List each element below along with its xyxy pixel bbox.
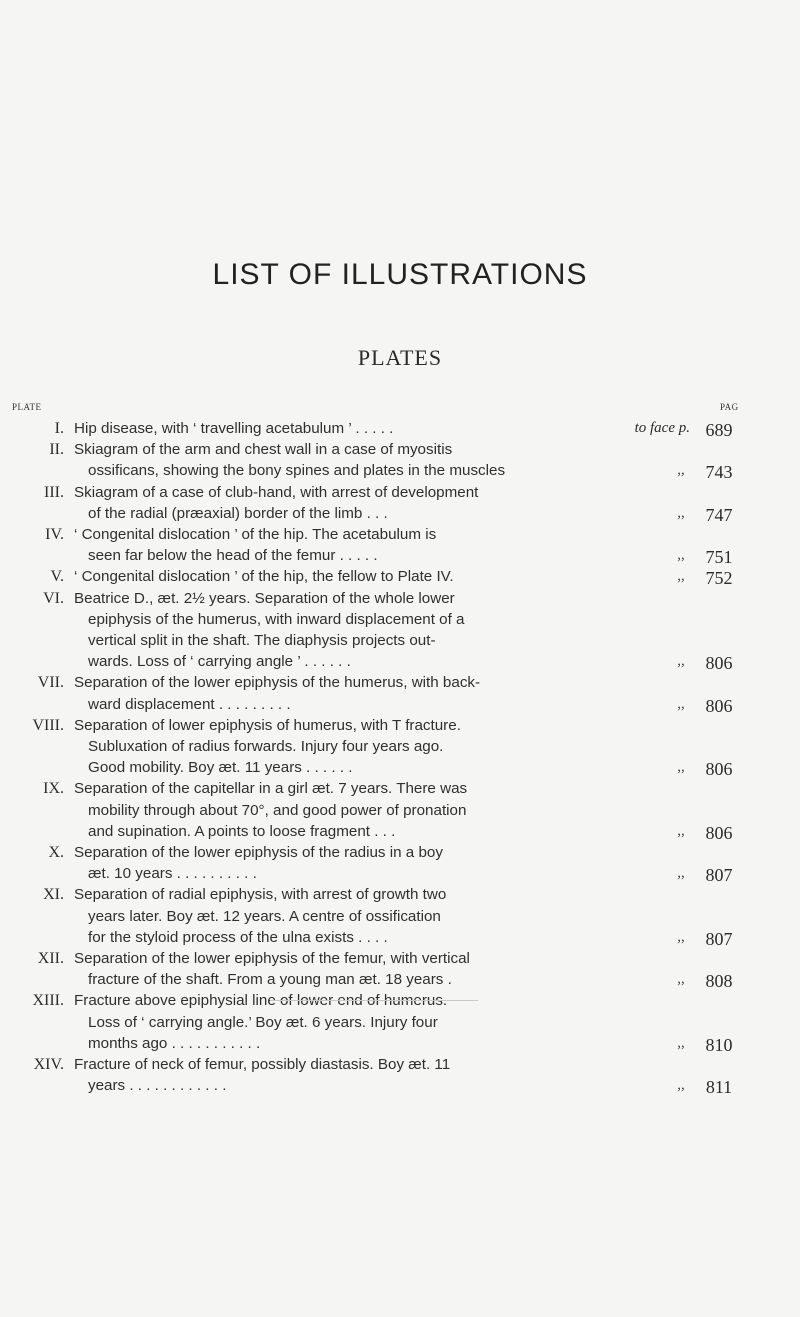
description-line: Good mobility. Boy æt. 11 years . . . . . . bbox=[88, 759, 353, 777]
page-number: 689 bbox=[705, 420, 733, 440]
description-line: of the radial (præaxial) border of the limb . . . bbox=[88, 504, 388, 522]
description-line: Loss of ‘ carrying angle.’ Boy æt. 6 years. Injury four bbox=[88, 1013, 438, 1031]
description-line: Separation of the lower epiphysis of the humerus, with back- bbox=[74, 674, 481, 692]
plate-description bbox=[74, 842, 634, 884]
section-heading: PLATES bbox=[357, 345, 443, 370]
plate-number: XIV. bbox=[33, 1056, 64, 1073]
facing-page-label: to face p. bbox=[634, 420, 690, 436]
description-line: Separation of the lower epiphysis of the radius in a boy bbox=[74, 844, 443, 861]
plate-description bbox=[74, 524, 634, 566]
plate-number: V. bbox=[50, 568, 64, 586]
plate-number: VIII. bbox=[32, 716, 64, 734]
description-line: wards. Loss of ‘ carrying angle ’ . . . . . . bbox=[88, 653, 351, 671]
ditto-mark: ,, bbox=[677, 653, 685, 670]
description-line: for the styloid process of the ulna exists . . . . bbox=[88, 928, 388, 946]
ditto-mark: ,, bbox=[677, 695, 685, 712]
plate-number: III. bbox=[44, 483, 64, 501]
page-number: 811 bbox=[705, 1077, 733, 1098]
description-line: months ago . . . . . . . . . . . bbox=[88, 1034, 261, 1052]
plate-number: XIII. bbox=[32, 992, 64, 1010]
plate-number: X. bbox=[48, 844, 64, 861]
plate-description bbox=[74, 715, 634, 779]
plate-description bbox=[74, 482, 634, 524]
description-line: ‘ Congenital dislocation ’ of the hip, the fellow to Plate IV. bbox=[74, 568, 454, 586]
description-line: epiphysis of the humerus, with inward displacement of a bbox=[88, 610, 465, 628]
page-number: 752 bbox=[705, 568, 733, 589]
plate-number: VII. bbox=[37, 674, 64, 692]
ditto-mark: ,, bbox=[677, 504, 685, 521]
plate-description bbox=[74, 672, 634, 714]
description-line: Separation of radial epiphysis, with arrest of growth two bbox=[74, 886, 447, 904]
page-number: 806 bbox=[705, 822, 733, 843]
column-label-page: PAG bbox=[720, 402, 739, 412]
ditto-mark: ,, bbox=[677, 822, 685, 839]
ditto-mark: ,, bbox=[677, 1077, 685, 1094]
page-number: 810 bbox=[705, 1034, 733, 1055]
plate-description bbox=[74, 778, 634, 842]
page-number: 751 bbox=[705, 547, 733, 568]
plate-description bbox=[74, 439, 634, 481]
page-number: 808 bbox=[705, 971, 733, 992]
description-line: Separation of the lower epiphysis of the femur, with vertical bbox=[74, 950, 470, 967]
ditto-mark: ,, bbox=[677, 1034, 685, 1051]
ditto-mark: ,, bbox=[677, 928, 685, 945]
plate-number: I. bbox=[54, 420, 64, 437]
description-line: æt. 10 years . . . . . . . . . . bbox=[88, 865, 257, 883]
description-line: and supination. A points to loose fragment . . . bbox=[88, 822, 396, 840]
page-number: 806 bbox=[705, 695, 733, 716]
ditto-mark: ,, bbox=[677, 547, 685, 564]
description-line: seen far below the head of the femur . . . . . bbox=[88, 547, 378, 565]
description-line: years later. Boy æt. 12 years. A centre of ossification bbox=[88, 907, 441, 925]
plate-description bbox=[74, 948, 634, 990]
divider-rule bbox=[270, 1000, 478, 1001]
plate-description bbox=[74, 566, 634, 587]
description-line: Subluxation of radius forwards. Injury four years ago. bbox=[88, 738, 444, 755]
plate-description bbox=[74, 1054, 634, 1096]
plate-number: IV. bbox=[45, 526, 64, 543]
ditto-mark: ,, bbox=[677, 971, 685, 988]
plate-description bbox=[74, 418, 634, 439]
plate-number: II. bbox=[49, 441, 64, 459]
page-title: LIST OF ILLUSTRATIONS bbox=[212, 258, 588, 291]
description-line: Skiagram of a case of club-hand, with arrest of development bbox=[74, 483, 479, 501]
ditto-mark: ,, bbox=[677, 865, 685, 882]
page-number: 743 bbox=[705, 462, 733, 483]
plate-number: XII. bbox=[37, 950, 64, 967]
plate-number: XI. bbox=[43, 886, 64, 904]
description-line: Separation of the capitellar in a girl æt. 7 years. There was bbox=[74, 780, 468, 798]
ditto-mark: ,, bbox=[677, 759, 685, 776]
description-line: Beatrice D., æt. 2½ years. Separation of the whole lower bbox=[74, 589, 455, 607]
description-line: ‘ Congenital dislocation ’ of the hip. The acetabulum is bbox=[74, 526, 437, 543]
page-number: 807 bbox=[705, 928, 733, 949]
description-line: Hip disease, with ‘ travelling acetabulum ’ . . . . . bbox=[74, 420, 394, 437]
description-line: ossificans, showing the bony spines and plates in the muscles bbox=[88, 462, 506, 480]
page-number: 806 bbox=[705, 759, 733, 780]
ditto-mark: ,, bbox=[677, 462, 685, 479]
page-number: 806 bbox=[705, 653, 733, 674]
description-line: Skiagram of the arm and chest wall in a case of myositis bbox=[74, 441, 453, 459]
description-line: Separation of lower epiphysis of humerus, with T fracture. bbox=[74, 716, 461, 734]
plate-number: VI. bbox=[43, 589, 64, 607]
description-line: Fracture of neck of femur, possibly diastasis. Boy æt. 11 bbox=[74, 1056, 451, 1073]
page-number: 807 bbox=[705, 865, 733, 886]
description-line: mobility through about 70°, and good power of pronation bbox=[88, 801, 467, 819]
description-line: Fracture above epiphysial line of lower end of humerus. bbox=[74, 992, 448, 1010]
page-number: 747 bbox=[705, 504, 733, 525]
description-line: fracture of the shaft. From a young man æt. 18 years . bbox=[88, 971, 452, 989]
column-label-plate: PLATE bbox=[12, 402, 42, 412]
ditto-mark: ,, bbox=[677, 568, 685, 585]
plate-description bbox=[74, 884, 634, 948]
description-line: vertical split in the shaft. The diaphysis projects out- bbox=[88, 632, 436, 649]
plate-description bbox=[74, 588, 634, 673]
description-line: ward displacement . . . . . . . . . bbox=[88, 695, 291, 713]
description-line: years . . . . . . . . . . . . bbox=[88, 1077, 227, 1095]
plate-number: IX. bbox=[43, 780, 64, 798]
